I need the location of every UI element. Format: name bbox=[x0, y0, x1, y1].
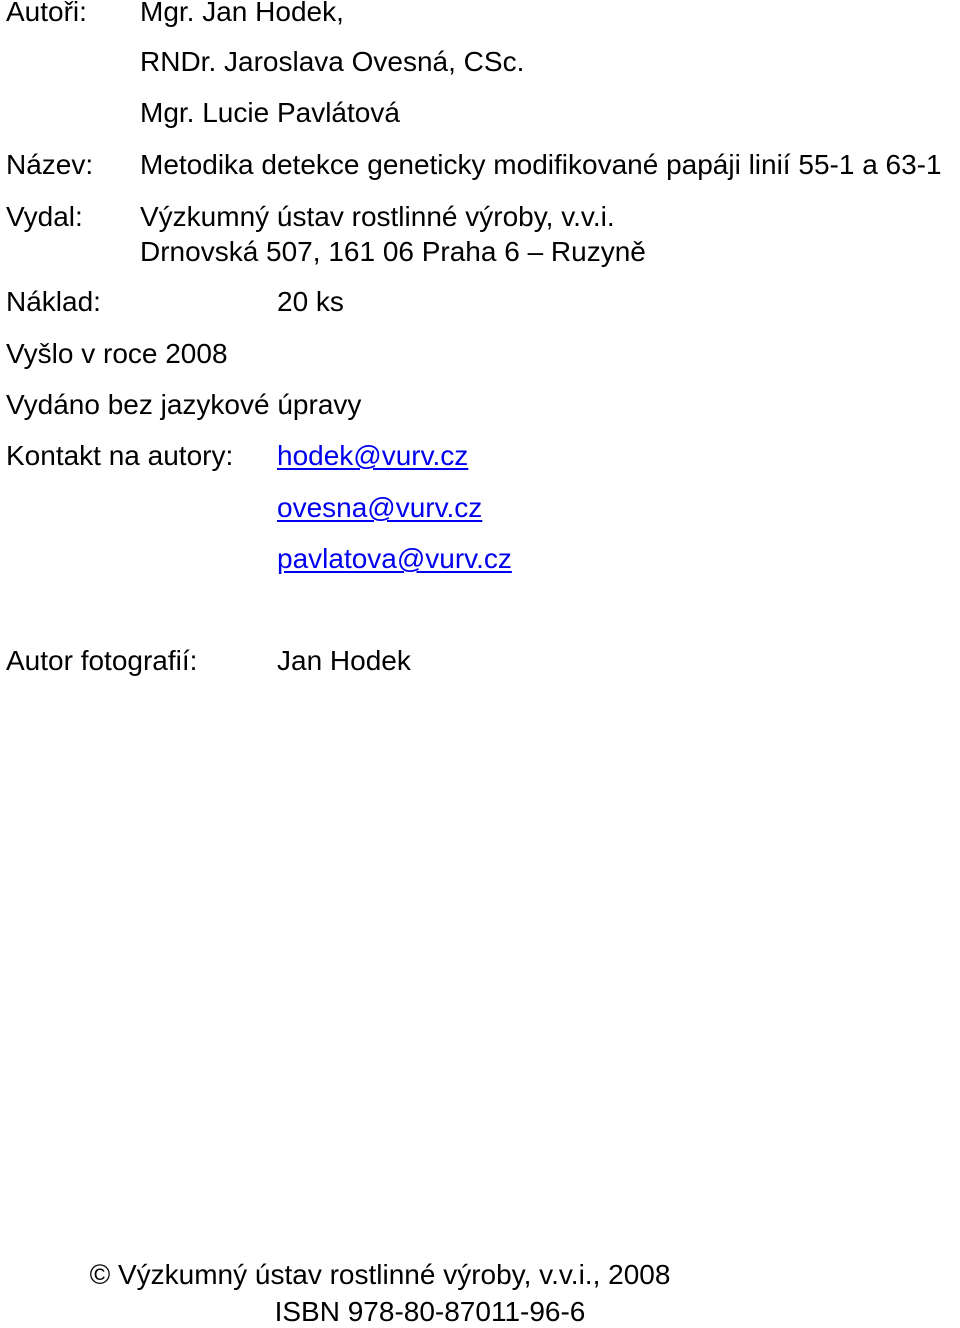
publisher-label: Vydal: bbox=[6, 201, 83, 232]
author-name: Mgr. Jan Hodek, bbox=[140, 0, 344, 27]
title-label: Název: bbox=[6, 149, 94, 180]
contact-label: Kontakt na autory: bbox=[6, 440, 234, 471]
published-note: Vyšlo v roce 2008 bbox=[6, 338, 228, 369]
print-run-label: Náklad: bbox=[6, 286, 101, 317]
contact-email-link[interactable]: ovesna@vurv.cz bbox=[277, 492, 483, 523]
contact-email-link[interactable]: pavlatova@vurv.cz bbox=[277, 543, 512, 574]
authors-label: Autoři: bbox=[6, 0, 87, 27]
isbn: ISBN 978-80-87011-96-6 bbox=[274, 1296, 586, 1327]
author-name: RNDr. Jaroslava Ovesná, CSc. bbox=[140, 46, 525, 77]
print-run-value: 20 ks bbox=[277, 286, 344, 317]
publisher-address: Drnovská 507, 161 06 Praha 6 – Ruzyně bbox=[140, 236, 646, 267]
publisher-name: Výzkumný ústav rostlinné výroby, v.v.i. bbox=[140, 201, 615, 232]
photos-label: Autor fotografií: bbox=[6, 645, 198, 676]
contact-email-link[interactable]: hodek@vurv.cz bbox=[277, 440, 469, 471]
author-name: Mgr. Lucie Pavlátová bbox=[140, 97, 400, 128]
photos-author: Jan Hodek bbox=[277, 645, 411, 676]
edition-note: Vydáno bez jazykové úpravy bbox=[6, 389, 362, 420]
copyright-note: © Výzkumný ústav rostlinné výroby, v.v.i., 2008 bbox=[89, 1259, 671, 1290]
publication-title: Metodika detekce geneticky modifikované papáji linií 55-1 a 63-1 bbox=[140, 149, 942, 180]
